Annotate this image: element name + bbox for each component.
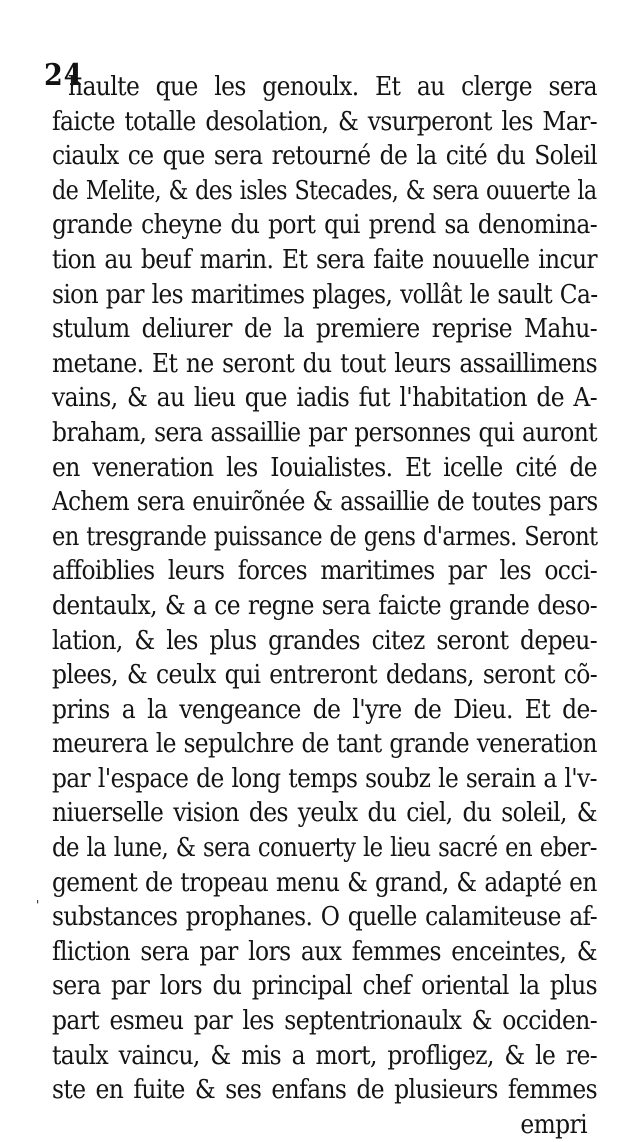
text-line: en veneration les Iouialistes. Et icelle cité de: [52, 452, 597, 483]
text-line: niuerselle vision des yeulx du ciel, du soleil, &: [52, 798, 597, 829]
text-line: taulx vaincu, & mis a mort, profligez, & le re-: [52, 1040, 597, 1071]
text-line: par l'espace de long temps soubz le serain a l'v-: [52, 763, 597, 794]
text-line: tion au beuf marin. Et sera faite nouuelle incur: [52, 244, 597, 275]
text-line: haulte que les genoulx. Et au clerge sera: [68, 72, 597, 102]
text-line: fliction sera par lors aux femmes enceintes, &: [52, 936, 597, 967]
text-line: de la lune, & sera conuerty le lieu sacré en eber-: [52, 833, 597, 864]
text-line: plees, & ceulx qui entreront dedans, seront cõ-: [52, 660, 597, 691]
text-line: metane. Et ne seront du tout leurs assaillimens: [52, 348, 597, 379]
ink-smudge: ': [36, 898, 40, 912]
text-line: grande cheyne du port qui prend sa denomina-: [52, 210, 597, 241]
text-line: vains, & au lieu que iadis fut l'habitation de A-: [52, 383, 597, 414]
text-line: prins a la vengeance de l'yre de Dieu. Et de-: [52, 694, 597, 725]
text-line: de Melite, & des isles Stecades, & sera ouuerte la: [52, 175, 597, 206]
text-line: part esmeu par les septentrionaulx & occiden-: [52, 1006, 597, 1037]
text-line: lation, & les plus grandes citez seront depeu-: [52, 625, 597, 656]
catchword: empri: [520, 1109, 587, 1140]
text-line: braham, sera assaillie par personnes qui auront: [52, 417, 597, 448]
text-line: en tresgrande puissance de gens d'armes. Seront: [52, 521, 598, 552]
text-line: faicte totalle desolation, & vsurperont les Mar-: [52, 106, 597, 137]
text-line: ciaulx ce que sera retourné de la cité du Soleil: [52, 141, 597, 172]
page-number: 24: [44, 58, 84, 93]
text-line: ste en fuite & ses enfans de plusieurs femmes: [52, 1075, 597, 1106]
text-line: substances prophanes. O quelle calamiteuse af-: [52, 902, 597, 933]
text-line: dentaulx, & a ce regne sera faicte grande deso-: [52, 590, 597, 621]
text-line: stulum deliurer de la premiere reprise Mahu-: [52, 314, 597, 345]
body-text: [52, 70, 597, 1142]
text-line: meurera le sepulchre de tant grande veneration: [52, 729, 597, 760]
text-line: affoiblies leurs forces maritimes par les occi-: [52, 556, 597, 587]
text-line: sion par les maritimes plages, vollât le sault Ca-: [52, 279, 598, 310]
text-line: sera par lors du principal chef oriental la plus: [52, 971, 597, 1002]
text-line: gement de tropeau menu & grand, & adapté en: [52, 867, 597, 898]
text-line: Achem sera enuirõnée & assaillie de toutes pars: [52, 487, 598, 518]
